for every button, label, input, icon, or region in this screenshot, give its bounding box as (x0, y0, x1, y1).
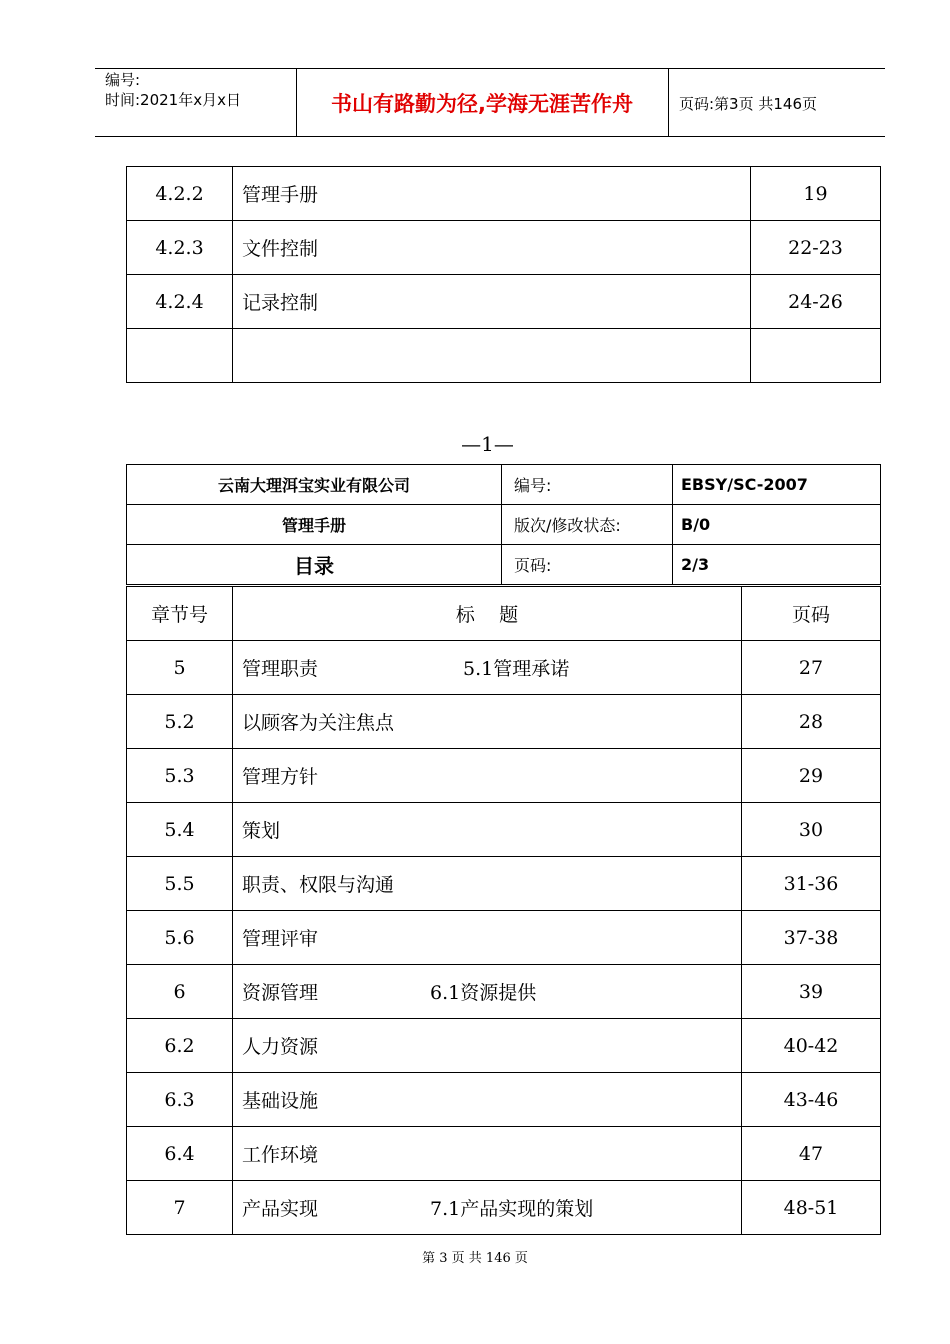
section-title-cell (233, 965, 742, 1019)
section-number: 4.2.3 (127, 221, 233, 275)
section-title-cell (233, 641, 742, 695)
section-title: 基础设施 (233, 1073, 742, 1127)
section-number: 5.5 (127, 857, 233, 911)
section-title: 以顾客为关注焦点 (233, 695, 742, 749)
section-title: 管理方针 (233, 749, 742, 803)
section-page (751, 329, 881, 383)
header-bottom-rule (95, 136, 885, 137)
section-number: 5.6 (127, 911, 233, 965)
table-row (127, 1073, 881, 1127)
section-title: 资源管理 (242, 982, 319, 1004)
table-row (127, 965, 881, 1019)
section-page: 24-26 (751, 275, 881, 329)
page-marker: —1— (461, 432, 514, 456)
section-page: 48-51 (742, 1181, 881, 1235)
table-row (127, 857, 881, 911)
section-title: 管理职责 (242, 658, 319, 680)
toc-continued-table (126, 166, 881, 383)
table-row (127, 749, 881, 803)
header-meta (105, 70, 241, 110)
section-title: 人力资源 (233, 1019, 742, 1073)
table-row (127, 505, 881, 545)
section-title: 文件控制 (233, 221, 751, 275)
version-label: 版次/修改状态: (502, 505, 673, 545)
section-number: 4.2.2 (127, 167, 233, 221)
table-row (127, 545, 881, 585)
section-number: 6.3 (127, 1073, 233, 1127)
section-title: 策划 (233, 803, 742, 857)
section-page: 30 (742, 803, 881, 857)
section-number: 5.4 (127, 803, 233, 857)
table-header-row (127, 587, 881, 641)
section-page: 22-23 (751, 221, 881, 275)
table-row (127, 329, 881, 383)
section-number (127, 329, 233, 383)
section-number: 6.2 (127, 1019, 233, 1073)
section-title (233, 329, 751, 383)
section-page: 27 (742, 641, 881, 695)
header-code-label: 编号: (105, 71, 141, 89)
table-row (127, 641, 881, 695)
header-time: 时间:2021年x月x日 (105, 91, 241, 109)
section-title: 工作环境 (233, 1127, 742, 1181)
section-title: 职责、权限与沟通 (233, 857, 742, 911)
section-page: 39 (742, 965, 881, 1019)
column-header-page: 页码 (742, 587, 881, 641)
section-page: 40-42 (742, 1019, 881, 1073)
section-page: 31-36 (742, 857, 881, 911)
document-info-table (126, 464, 881, 585)
table-row (127, 695, 881, 749)
section-page: 47 (742, 1127, 881, 1181)
section-page: 43-46 (742, 1073, 881, 1127)
table-row (127, 803, 881, 857)
header-motto: 书山有路勤为径,学海无涯苦作舟 (331, 92, 633, 116)
manual-name: 管理手册 (127, 505, 502, 545)
section-title: 管理手册 (233, 167, 751, 221)
column-header-title: 标 题 (233, 587, 742, 641)
subsection-title: 5.1管理承诺 (463, 658, 570, 680)
section-title: 记录控制 (233, 275, 751, 329)
table-row (127, 167, 881, 221)
code-label: 编号: (502, 465, 673, 505)
column-header-number: 章节号 (127, 587, 233, 641)
toc-table (126, 586, 881, 1235)
page-footer: 第 3 页 共 146 页 (422, 1251, 528, 1266)
code-value: EBSY/SC-2007 (673, 465, 881, 505)
section-title-cell (233, 1181, 742, 1235)
section-number: 5.3 (127, 749, 233, 803)
header-divider (668, 68, 669, 136)
section-page: 29 (742, 749, 881, 803)
section-number: 6 (127, 965, 233, 1019)
header-top-rule (95, 68, 885, 69)
table-row (127, 275, 881, 329)
section-page: 28 (742, 695, 881, 749)
table-row (127, 221, 881, 275)
section-number: 4.2.4 (127, 275, 233, 329)
page-label: 页码: (502, 545, 673, 585)
toc-title: 目录 (127, 545, 502, 585)
table-row (127, 465, 881, 505)
table-row (127, 1181, 881, 1235)
section-title: 产品实现 (242, 1198, 319, 1220)
page-value: 2/3 (673, 545, 881, 585)
subsection-title: 6.1资源提供 (430, 982, 537, 1004)
table-row (127, 1019, 881, 1073)
subsection-title: 7.1产品实现的策划 (430, 1198, 594, 1220)
company-name: 云南大理洱宝实业有限公司 (127, 465, 502, 505)
section-page: 19 (751, 167, 881, 221)
section-number: 6.4 (127, 1127, 233, 1181)
header-page-info: 页码:第3页 共146页 (679, 95, 817, 113)
section-title: 管理评审 (233, 911, 742, 965)
version-value: B/0 (673, 505, 881, 545)
table-row (127, 1127, 881, 1181)
section-number: 7 (127, 1181, 233, 1235)
section-page: 37-38 (742, 911, 881, 965)
section-number: 5 (127, 641, 233, 695)
section-number: 5.2 (127, 695, 233, 749)
table-row (127, 911, 881, 965)
